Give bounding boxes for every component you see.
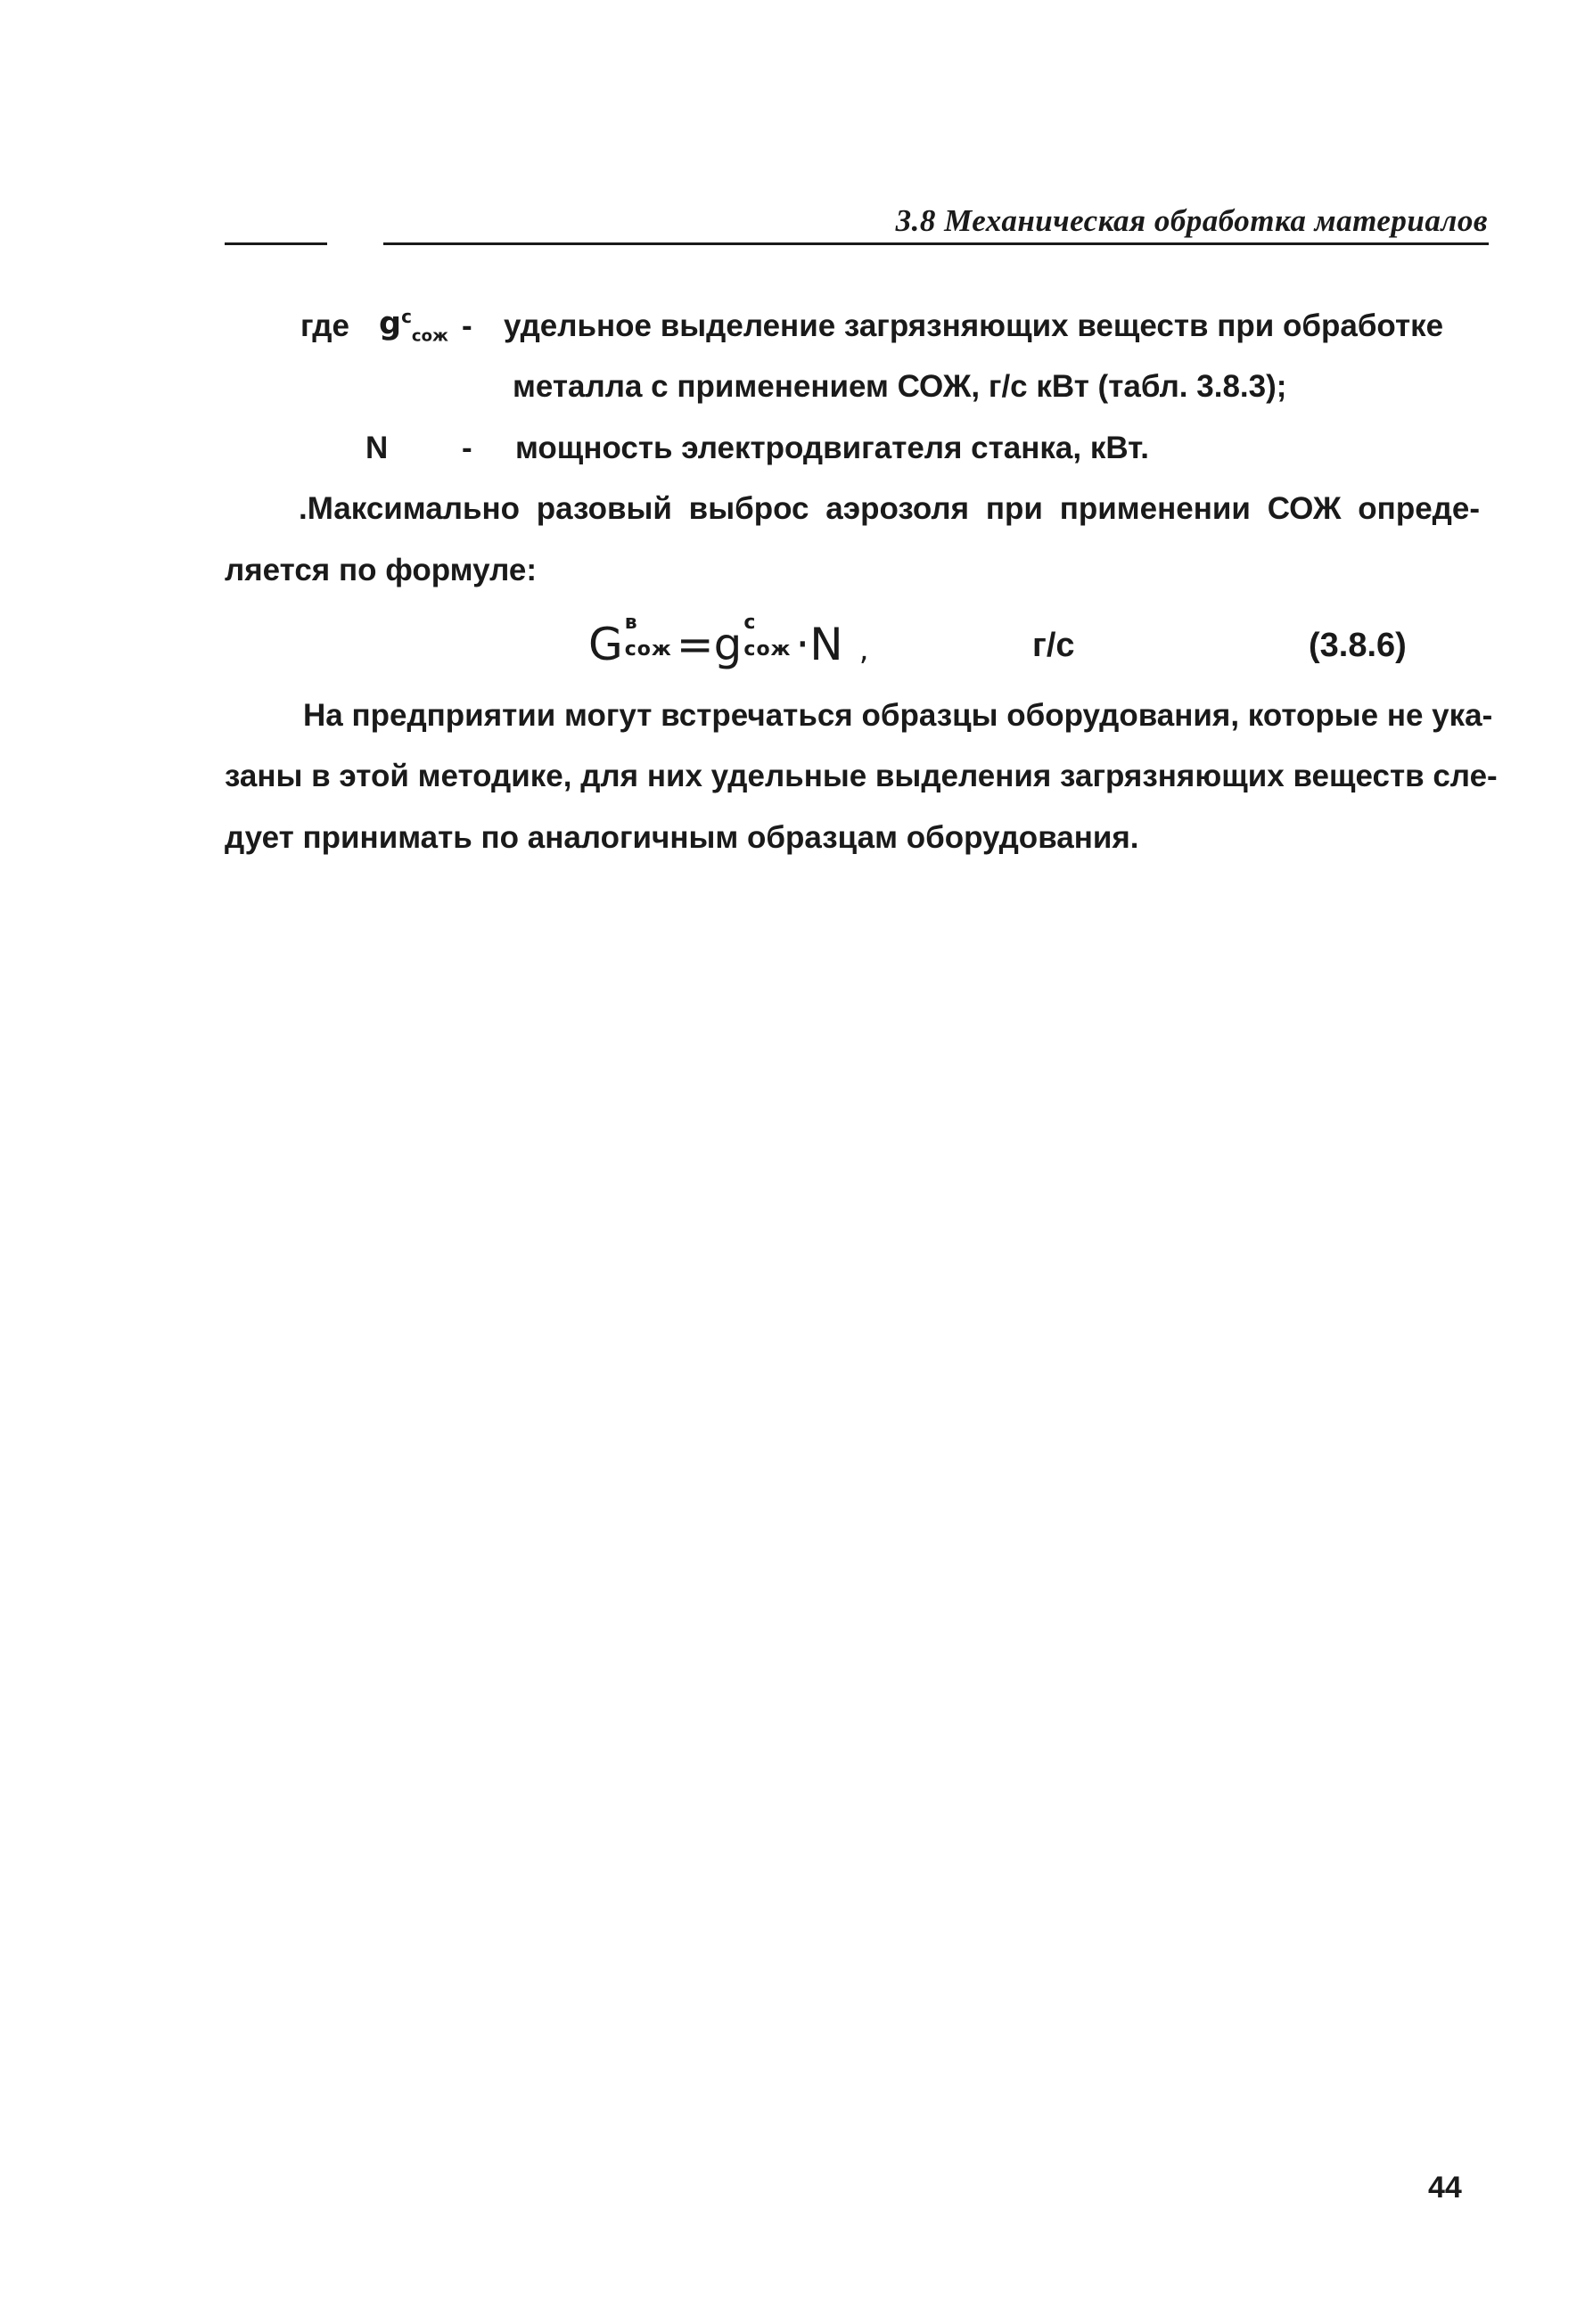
header-rule-long [383,242,1489,245]
formula-G-scripts [623,612,677,661]
formula-g: g [713,619,743,670]
where-label: где [300,308,349,343]
g-dash: - [462,308,472,343]
g-symbol-sub: сож [411,326,448,346]
formula-G: G [588,619,623,670]
paragraph2-line3: дует принимать по аналогичным образцам оборудования. [225,820,1139,855]
formula-g-scripts [742,612,795,661]
g-symbol [379,308,448,345]
formula-g-sub: сож [743,638,792,661]
formula-equals: = [676,619,714,670]
formula-number: (3.8.6) [1309,627,1407,664]
g-symbol-sup: с [401,306,412,327]
g-description-line2: металла с применением СОЖ, г/с кВт (табл. 3.8.3); [513,369,1287,404]
formula-g-sup: с [743,612,756,634]
n-symbol: N [365,431,389,465]
paragraph2-line2: заны в этой методике, для них удельные выделения загрязняющих веществ сле- [225,759,1498,793]
formula-3-8-6 [588,612,869,670]
n-description: мощность электродвигателя станка, кВт. [515,431,1149,465]
formula-comma: , [858,632,869,668]
page-number: 44 [1428,2171,1462,2205]
formula-dot-N: ·N [795,619,843,670]
paragraph1-line1: .Максимально разовый выброс аэрозоля при применении СОЖ опреде- [299,491,1480,526]
formula-G-sub: сож [624,638,672,661]
formula-G-sup: в [624,612,637,634]
running-header: 3.8 Механическая обработка материалов [895,203,1488,238]
g-symbol-main: g [379,306,402,342]
n-dash: - [462,431,472,465]
formula-unit: г/с [1032,627,1075,664]
paragraph1-line2: ляется по формуле: [225,553,537,587]
header-rule-short [225,242,327,245]
paragraph2-line1: На предприятии могут встречаться образцы оборудования, которые не ука- [303,698,1493,733]
g-description-line1: удельное выделение загрязняющих веществ при обработке [504,308,1444,343]
